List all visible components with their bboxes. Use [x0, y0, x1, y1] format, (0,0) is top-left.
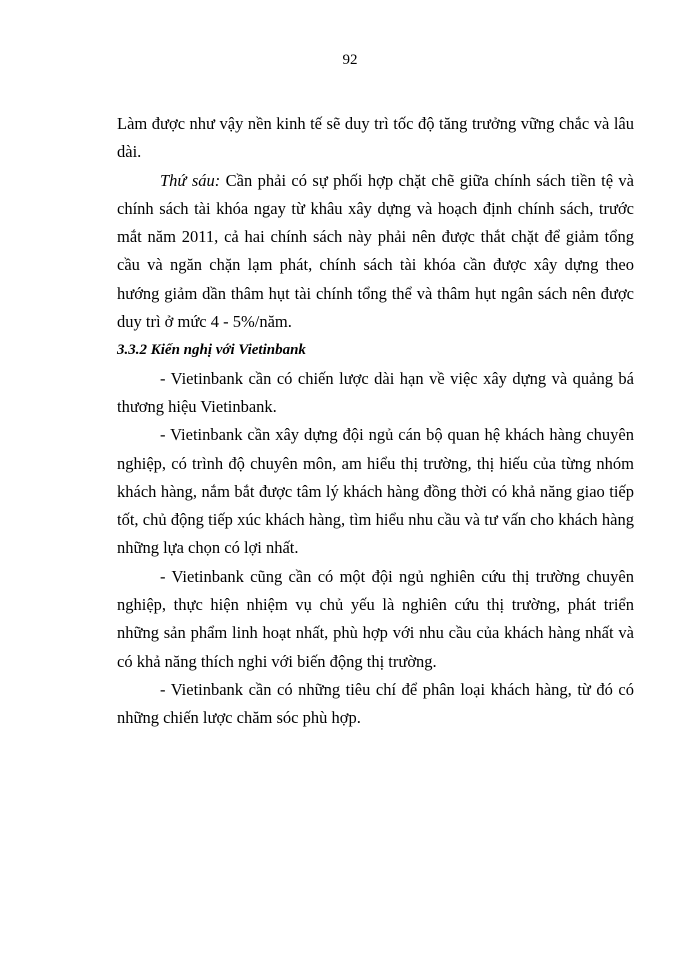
recommendation-item-2: - Vietinbank cần xây dựng đội ngủ cán bộ quan hệ khách hàng chuyên nghiệp, có trình độ chuyên môn, am hiểu thị trường, thị hiếu của từng nhóm khách hàng, nắm bắt được tâm lý khách hàng đồng thời có khả năng giao tiếp tốt, chủ động tiếp xúc khách hàng, tìm hiểu nhu cầu và tư vấn cho khách hàng những lựa chọn có lợi nhất.: [117, 425, 634, 558]
paragraph-lead-label: Thứ sáu:: [160, 170, 221, 190]
document-body: [117, 110, 634, 733]
section-heading: 3.3.2 Kiến nghị với Vietinbank: [117, 342, 306, 359]
paragraph-sixth-point-text: Cần phải có sự phối hợp chặt chẽ giữa chính sách tiền tệ và chính sách tài khóa ngay từ khâu xây dựng và hoạch định chính sách, trước mắt năm 2011, cả hai chính sách này phải nên được thắt chặt để giảm tổng cầu và ngăn chặn lạm phát, chính sách tài khóa cần được xây dựng theo hướng giảm dần thâm hụt tài chính tổng thể và thâm hụt ngân sách nên được duy trì ở mức 4 - 5%/năm.: [117, 170, 634, 332]
page-number: 92: [342, 52, 358, 68]
recommendation-item-3: - Vietinbank cũng cần có một đội ngủ nghiên cứu thị trường chuyên nghiệp, thực hiện nhiệm vụ chủ yếu là nghiên cứu thị trường, phát triển những sản phẩm linh hoạt nhất, phù hợp với nhu cầu của khách hàng nhất và có khả năng thích nghi với biến động thị trường.: [117, 566, 634, 671]
paragraph-sixth-point: [117, 167, 634, 337]
recommendation-item-1: - Vietinbank cần có chiến lược dài hạn về việc xây dựng và quảng bá thương hiệu Vietinbank.: [117, 368, 634, 416]
paragraph-conclusion: Làm được như vậy nền kinh tế sẽ duy trì tốc độ tăng trưởng vững chắc và lâu dài.: [117, 114, 634, 162]
recommendation-item-4: - Vietinbank cần có những tiêu chí để phân loại khách hàng, từ đó có những chiến lược chăm sóc phù hợp.: [117, 679, 634, 728]
